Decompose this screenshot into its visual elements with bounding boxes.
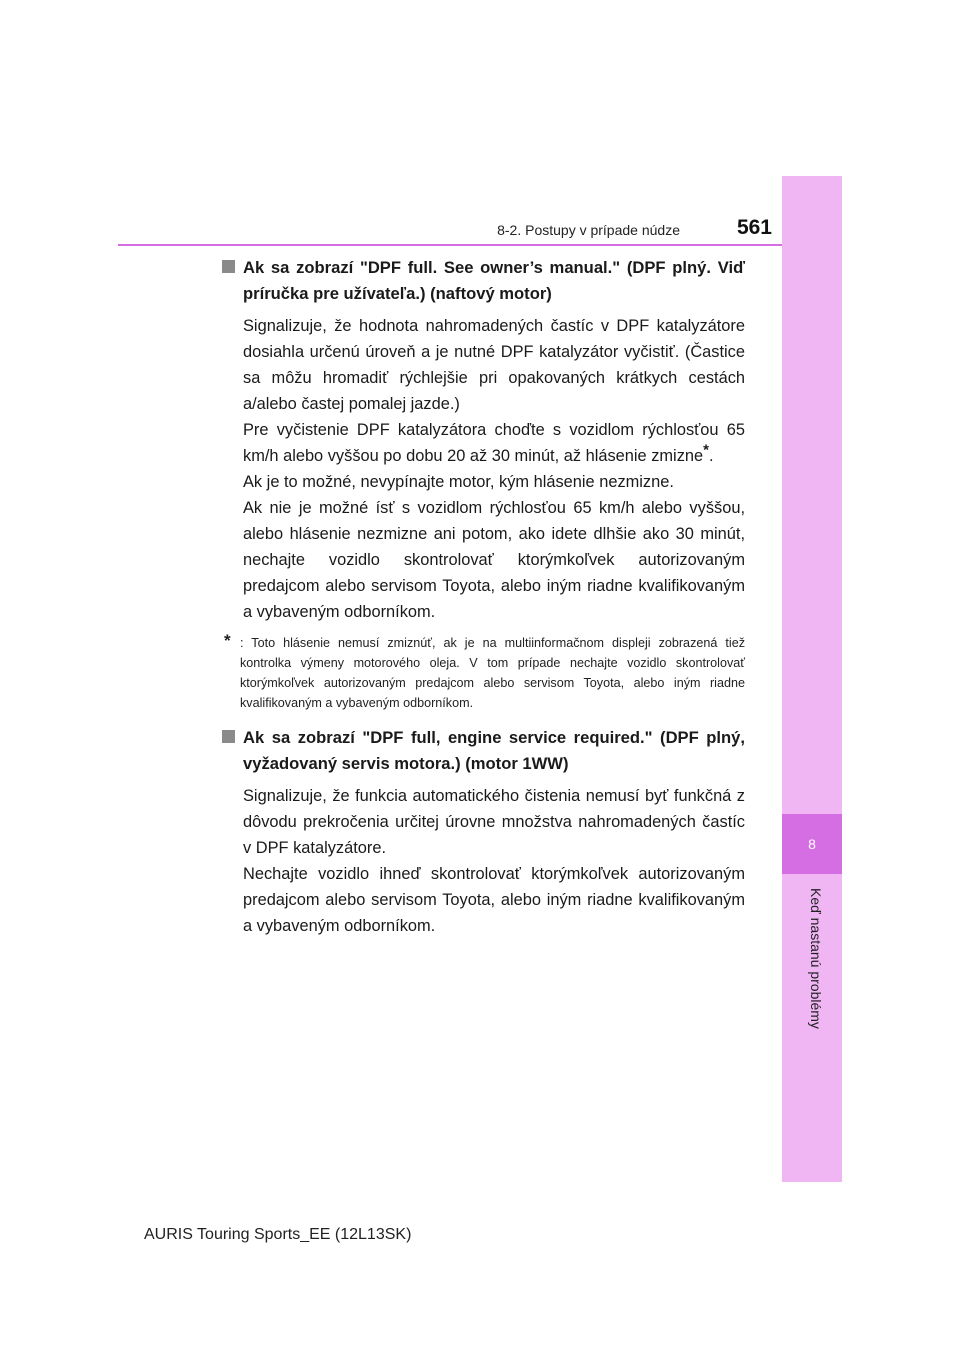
footnote-reference: * <box>703 441 709 459</box>
paragraph-text: Pre vyčistenie DPF katalyzátora choďte s vozidlom rýchlosťou 65 km/h alebo vyššou po dobu 20 až 30 minút, až hlásenie zmizne <box>243 421 745 465</box>
section-heading-text: Ak sa zobrazí "DPF full. See owner’s manual." (DPF plný. Viď príručka pre užívateľa.) (naftový motor) <box>243 258 745 303</box>
square-bullet-icon <box>222 260 235 273</box>
sentence-period: . <box>708 447 714 465</box>
footer-model-code: AURIS Touring Sports_EE (12L13SK) <box>144 1226 412 1243</box>
section-heading-text: Ak sa zobrazí "DPF full, engine service required." (DPF plný, vyžadovaný servis motora.) (motor 1WW) <box>243 728 745 773</box>
paragraph: Nechajte vozidlo ihneď skontrolovať ktorýmkoľvek autorizovaným predajcom alebo servisom Toyota, alebo iným riadne kvalifikovaným a vybaveným odborníkom. <box>243 865 745 935</box>
paragraph: Signalizuje, že hodnota nahromadených častíc v DPF katalyzátore dosiahla určenú úroveň a je nutné DPF katalyzátor vyčistiť. (Častice sa môžu hromadiť rýchlejšie pri opakovaných krátkych cestách a/alebo častej pomalej jazde.) <box>243 317 745 413</box>
page-content <box>220 255 745 939</box>
footnote-mark: * <box>224 631 231 650</box>
chapter-title: Keď nastanú problémy <box>808 888 824 1029</box>
footnote <box>220 633 745 713</box>
paragraph: Ak nie je možné ísť s vozidlom rýchlosťou 65 km/h alebo vyššou, alebo hlásenie nezmizne ani potom, ako idete dlhšie ako 30 minút, nechajte vozidlo skontrolovať ktorýmkoľvek autorizovaným predajcom alebo servisom Toyota, alebo iným riadne kvalifikovaným a vybaveným odborníkom. <box>243 499 745 621</box>
paragraph: Signalizuje, že funkcia automatického čistenia nemusí byť funkčná z dôvodu prekročenia určitej úrovne množstva nahromadených častíc v DPF katalyzátore. <box>243 787 745 857</box>
paragraph: Ak je to možné, nevypínajte motor, kým hlásenie nezmizne. <box>243 473 674 491</box>
section-heading-dpf-engine-service <box>220 725 745 777</box>
page-number: 561 <box>736 216 772 239</box>
header-divider <box>118 244 782 246</box>
paragraph <box>243 417 745 469</box>
section-heading-dpf-full <box>220 255 745 307</box>
chapter-number-box <box>782 814 842 874</box>
square-bullet-icon <box>222 730 235 743</box>
section-title: 8-2. Postupy v prípade núdze <box>497 222 680 238</box>
chapter-number: 8 <box>808 836 816 852</box>
footnote-text: : Toto hlásenie nemusí zmiznúť, ak je na multiinformačnom displeji zobrazená tiež kontrolka výmeny motorového oleja. V tom prípade nechajte vozidlo skontrolovať ktorýmkoľvek autorizovaným predajcom alebo servisom Toyota, alebo iným riadne kvalifikovaným a vybaveným odborníkom. <box>240 636 745 710</box>
